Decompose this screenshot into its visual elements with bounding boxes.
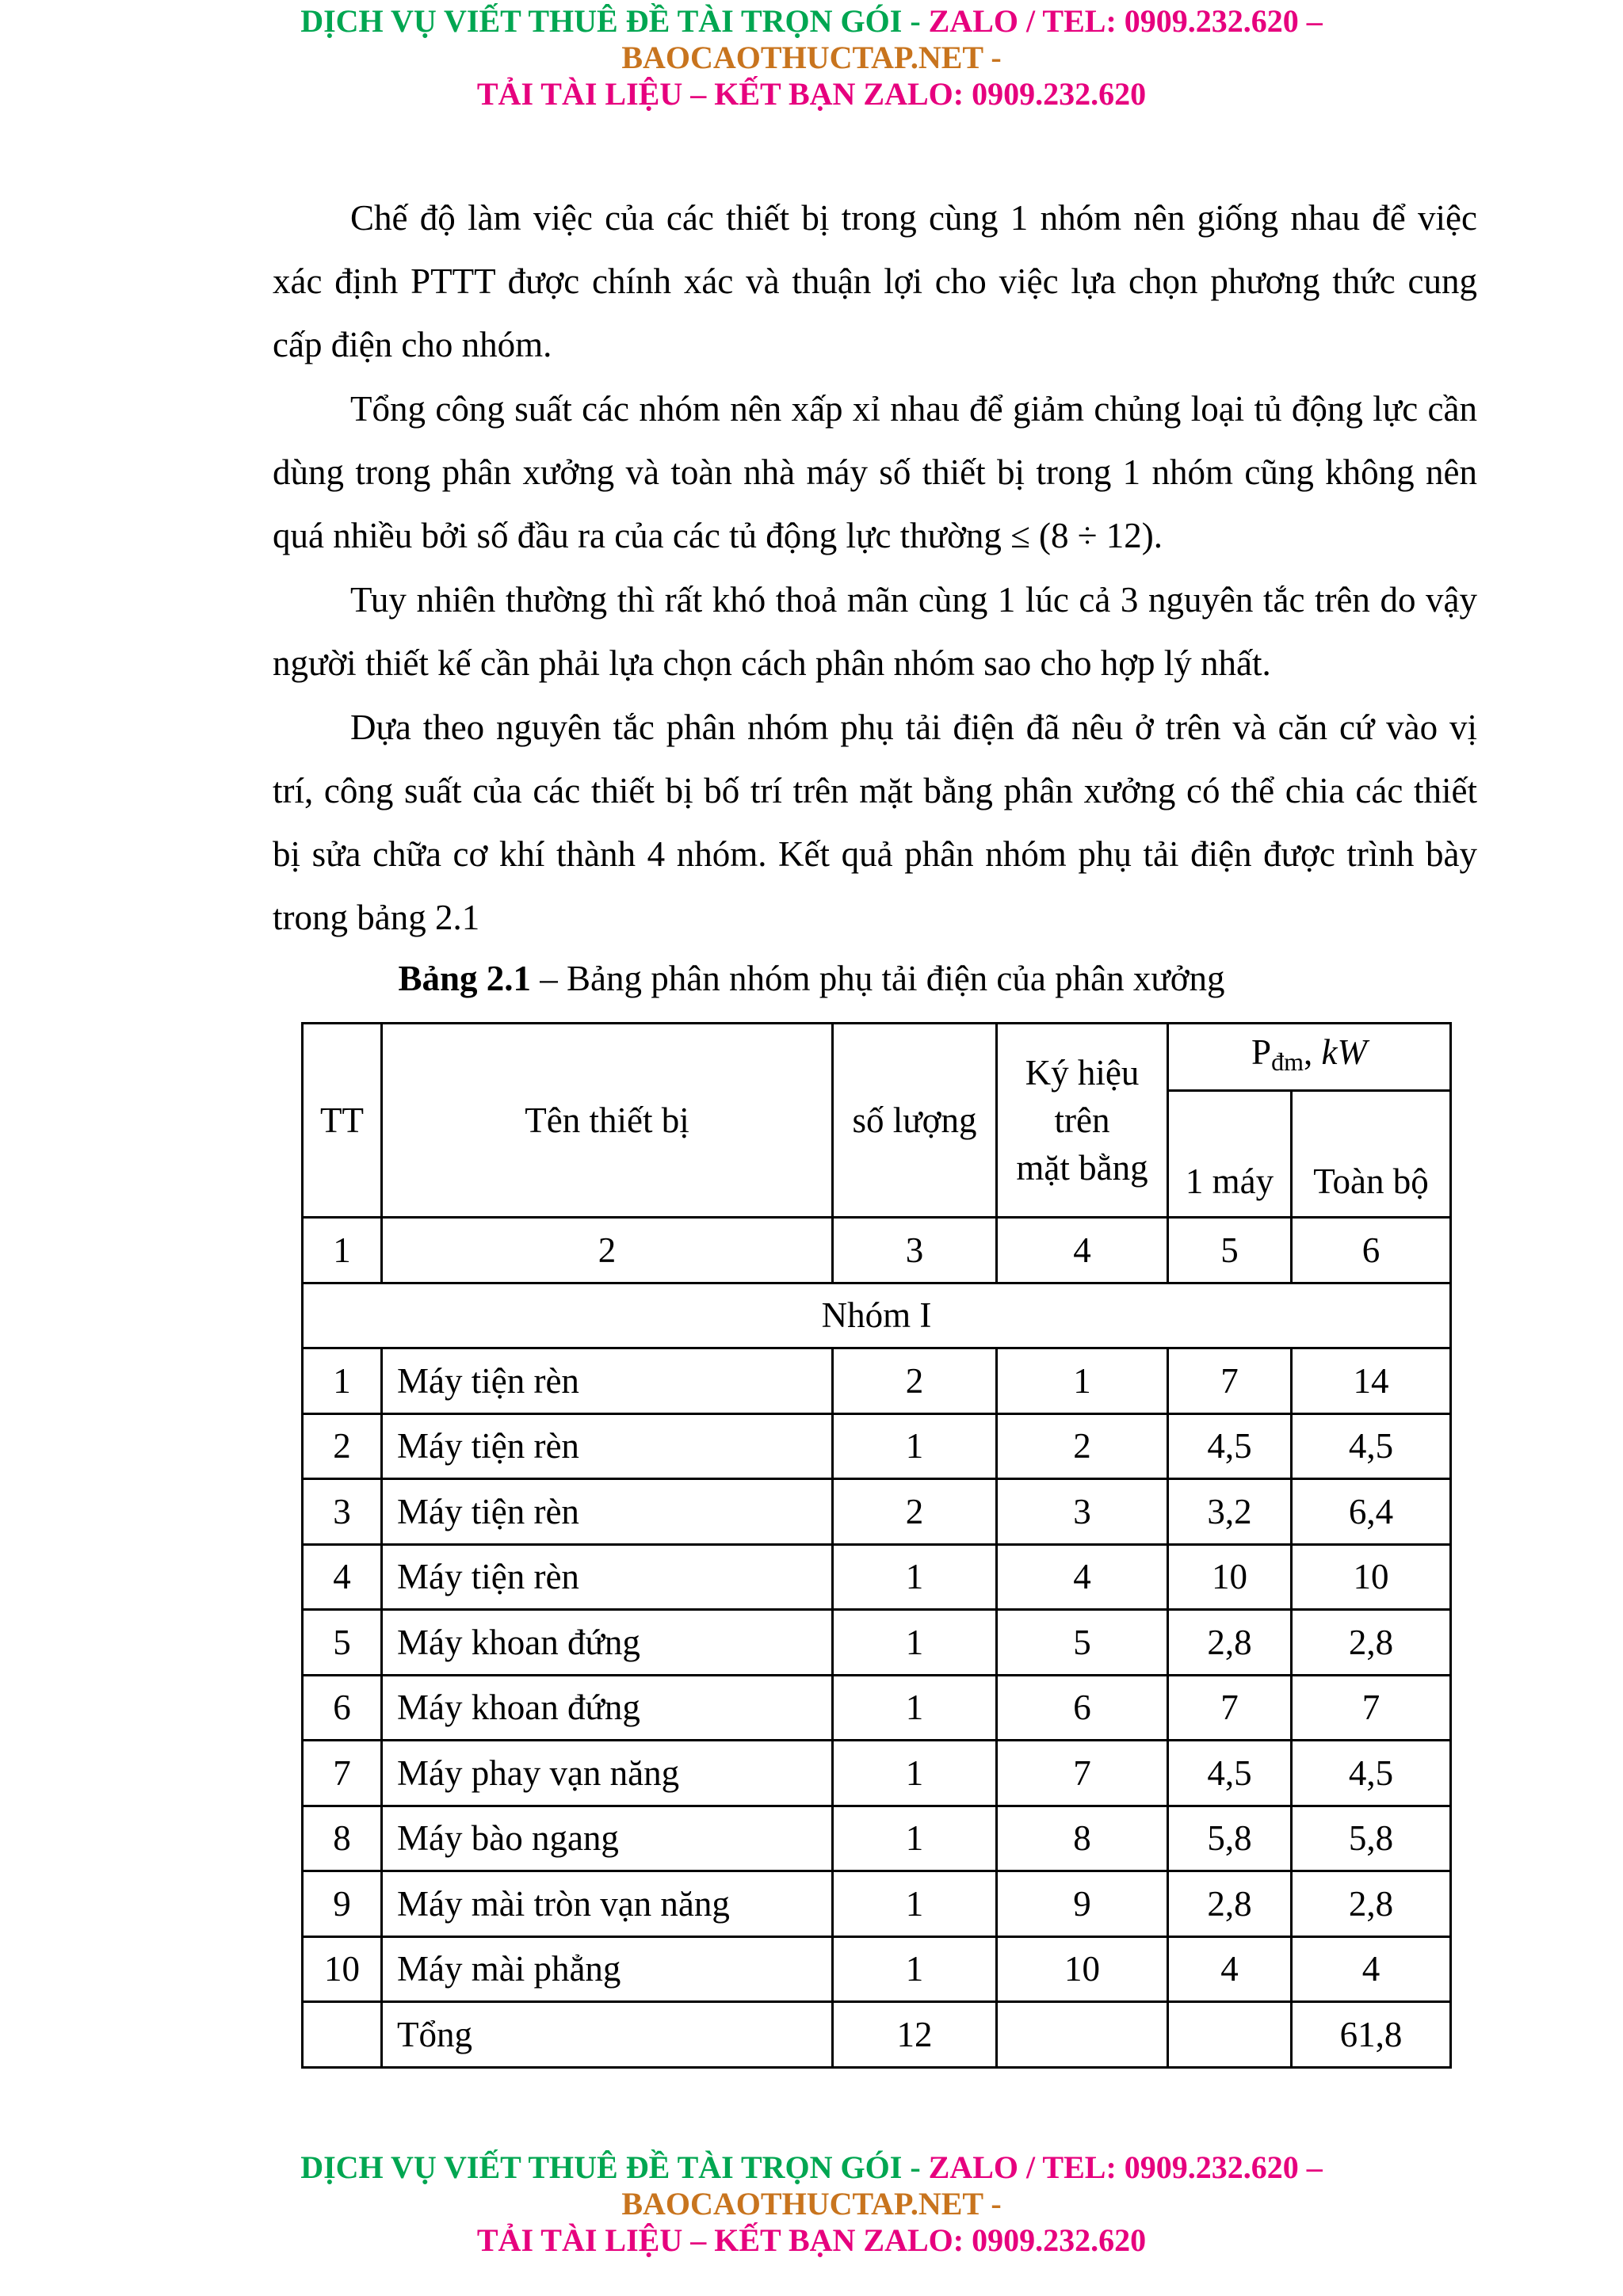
header-name: Tên thiết bị	[382, 1024, 833, 1218]
paragraph-1: Chế độ làm việc của các thiết bị trong cùng 1 nhóm nên giống nhau để việc xác định PTTT được chính xác và thuận lợi cho việc lựa chọn phương thức cung cấp điện cho nhóm.	[273, 198, 1477, 364]
table-row: 2 Máy tiện rèn 1 2 4,5 4,5	[303, 1413, 1451, 1479]
header-one-machine: 1 máy	[1168, 1091, 1292, 1218]
header-total: Toàn bộ	[1292, 1091, 1451, 1218]
table-caption	[0, 951, 1623, 1006]
group-label: Nhóm I	[303, 1283, 1451, 1348]
banner-line-1: DỊCH VỤ VIẾT THUÊ ĐỀ TÀI TRỌN GÓI - ZALO / TEL: 0909.232.620 –	[300, 2149, 1323, 2185]
paragraph-3: Tuy nhiên thường thì rất khó thoả mãn cùng 1 lúc cả 3 nguyên tắc trên do vậy người thiết kế cần phải lựa chọn cách phân nhóm sao cho hợp lý nhất.	[273, 580, 1477, 683]
load-group-table	[301, 1022, 1452, 2069]
paragraph-4: Dựa theo nguyên tắc phân nhóm phụ tải điện đã nêu ở trên và căn cứ vào vị trí, công suất của các thiết bị bố trí trên mặt bằng phân xưởng có thể chia các thiết bị sửa chữa cơ khí thành 4 nhóm. Kết quả phân nhóm phụ tải điện được trình bày trong bảng 2.1	[273, 707, 1477, 937]
table-row: 6 Máy khoan đứng 1 6 7 7	[303, 1675, 1451, 1741]
group-row	[303, 1283, 1451, 1348]
caption-label: Bảng 2.1	[398, 959, 531, 998]
table-container	[301, 1022, 1452, 2069]
index-row: 1 2 3 4 5 6	[303, 1218, 1451, 1283]
header-qty: số lượng	[833, 1024, 997, 1218]
table-row: 10 Máy mài phẳng 1 10 4 4	[303, 1936, 1451, 2002]
banner-line-2: BAOCAOTHUCTAP.NET -	[621, 40, 1002, 75]
paragraph-2: Tổng công suất các nhóm nên xấp xỉ nhau để giảm chủng loại tủ động lực cần dùng trong phân xưởng và toàn nhà máy số thiết bị trong 1 nhóm cũng không nên quá nhiều bởi số đầu ra của các tủ động lực thường ≤ (8 ÷ 12).	[273, 389, 1477, 555]
table-row: 1 Máy tiện rèn 2 1 7 14	[303, 1348, 1451, 1414]
table-row: 4 Máy tiện rèn 1 4 10 10	[303, 1544, 1451, 1610]
header-symbol: Ký hiệu trên mặt bằng	[997, 1024, 1168, 1218]
footer-banner	[0, 2149, 1623, 2259]
header-tt: TT	[303, 1024, 382, 1218]
header-banner	[0, 3, 1623, 113]
header-row-1	[303, 1024, 1451, 1091]
table-row: 3 Máy tiện rèn 2 3 3,2 6,4	[303, 1479, 1451, 1545]
banner-line-2: BAOCAOTHUCTAP.NET -	[621, 2186, 1002, 2222]
header-power: $P_{đm}$, kW	[1168, 1024, 1451, 1091]
table-row: 8 Máy bào ngang 1 8 5,8 5,8	[303, 1806, 1451, 1871]
banner-line-3: TẢI TÀI LIỆU – KẾT BẠN ZALO: 0909.232.620	[476, 76, 1147, 112]
table-row: 9 Máy mài tròn vạn năng 1 9 2,8 2,8	[303, 1871, 1451, 1937]
banner-line-3: TẢI TÀI LIỆU – KẾT BẠN ZALO: 0909.232.620	[476, 2222, 1147, 2258]
total-row: Tổng 12 61,8	[303, 2002, 1451, 2068]
table-row: 7 Máy phay vạn năng 1 7 4,5 4,5	[303, 1741, 1451, 1806]
table-row: 5 Máy khoan đứng 1 5 2,8 2,8	[303, 1610, 1451, 1676]
caption-text: – Bảng phân nhóm phụ tải điện của phân xưởng	[531, 959, 1225, 998]
banner-line-1: DỊCH VỤ VIẾT THUÊ ĐỀ TÀI TRỌN GÓI - ZALO / TEL: 0909.232.620 –	[300, 3, 1323, 39]
